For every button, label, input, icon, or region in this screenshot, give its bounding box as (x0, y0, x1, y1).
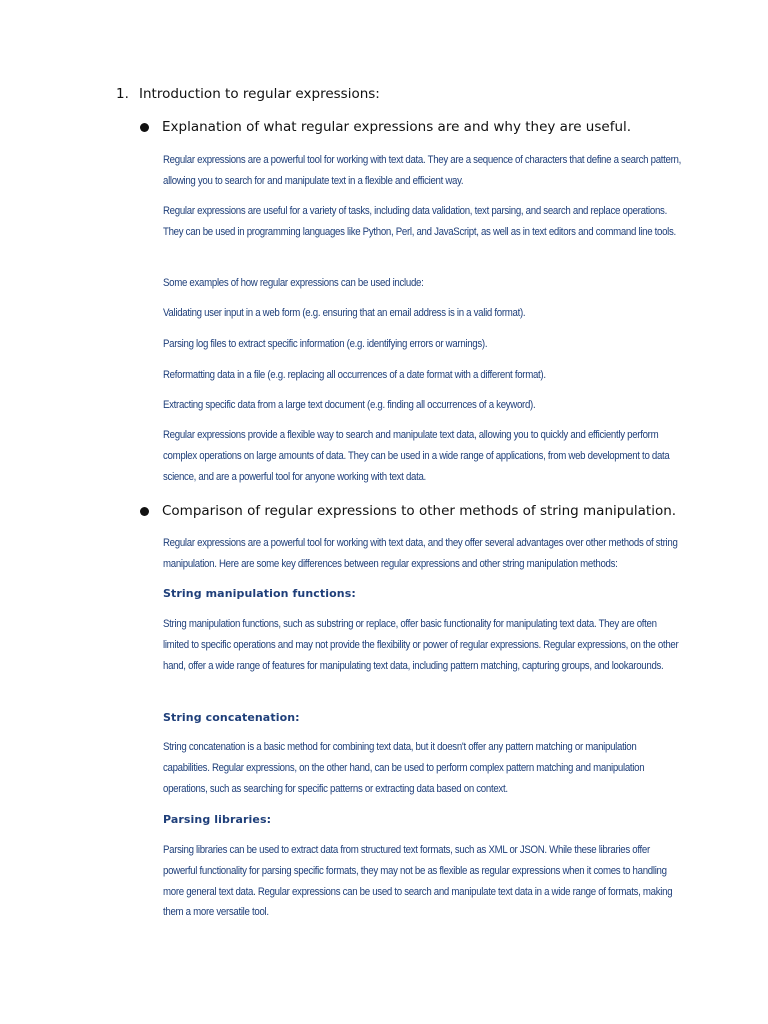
paragraph: Reformatting data in a file (e.g. replacing all occurrences of a date format with a different format). (163, 369, 546, 381)
section-number: 1. (116, 86, 129, 102)
paragraph: String manipulation functions, such as substring or replace, offer basic functionality for manipulating text data. They are often limited to specific operations and may not provide the flexibility or power of regular expressions. Regular expressions, on the other hand, offer a wide range of features for manipulating text data, including pattern matching, capturing groups, and lookarounds. (163, 618, 679, 672)
bullet-dot-icon (140, 507, 149, 516)
paragraph: Regular expressions are a powerful tool for working with text data. They are a sequence of characters that define a search pattern, allowing you to search for and manipulate text in a flexible and efficient way. (163, 154, 682, 187)
subheading: Parsing libraries: (163, 813, 272, 826)
subheading: String manipulation functions: (163, 587, 356, 600)
paragraph: Validating user input in a web form (e.g. ensuring that an email address is in a valid format). (163, 307, 526, 319)
paragraph: Parsing libraries can be used to extract data from structured text formats, such as XML or JSON. While these libraries offer powerful functionality for parsing specific formats, they may not be as flexible as regular expressions when it comes to handling more general text data. Regular expressions can be used to search and manipulate text data in a wide range of formats, making them a more versatile tool. (163, 844, 673, 919)
bullet-dot-icon (140, 123, 149, 132)
paragraph: Regular expressions are useful for a variety of tasks, including data validation, text parsing, and search and replace operations. They can be used in programming languages like Python, Perl, and JavaScript, as well as in text editors and command line tools. (163, 205, 676, 238)
paragraph: String concatenation is a basic method for combining text data, but it doesn't offer any pattern matching or manipulation capabilities. Regular expressions, on the other hand, can be used to perform complex pattern matching and manipulation operations, such as searching for specific patterns or extracting data based on context. (163, 741, 645, 795)
paragraph: Regular expressions are a powerful tool for working with text data, and they offer several advantages over other methods of string manipulation. Here are some key differences between regular expressions and other string manipulation methods: (163, 537, 678, 570)
paragraph: Extracting specific data from a large text document (e.g. finding all occurrences of a keyword). (163, 399, 536, 411)
paragraph: Some examples of how regular expressions can be used include: (163, 277, 424, 289)
paragraph: Parsing log files to extract specific information (e.g. identifying errors or warnings). (163, 338, 488, 350)
section-title: Introduction to regular expressions: (139, 86, 380, 102)
section-heading (116, 86, 380, 102)
subheading: String concatenation: (163, 711, 300, 724)
bullet-item-1 (140, 119, 631, 135)
bullet-title: Comparison of regular expressions to other methods of string manipulation. (162, 503, 677, 519)
bullet-item-2 (140, 503, 676, 519)
paragraph: Regular expressions provide a flexible way to search and manipulate text data, allowing you to quickly and efficiently perform complex operations on large amounts of data. They can be used in a wide range of applications, from web development to data science, and are a powerful tool for anyone working with text data. (163, 429, 670, 483)
bullet-title: Explanation of what regular expressions are and why they are useful. (162, 119, 632, 135)
